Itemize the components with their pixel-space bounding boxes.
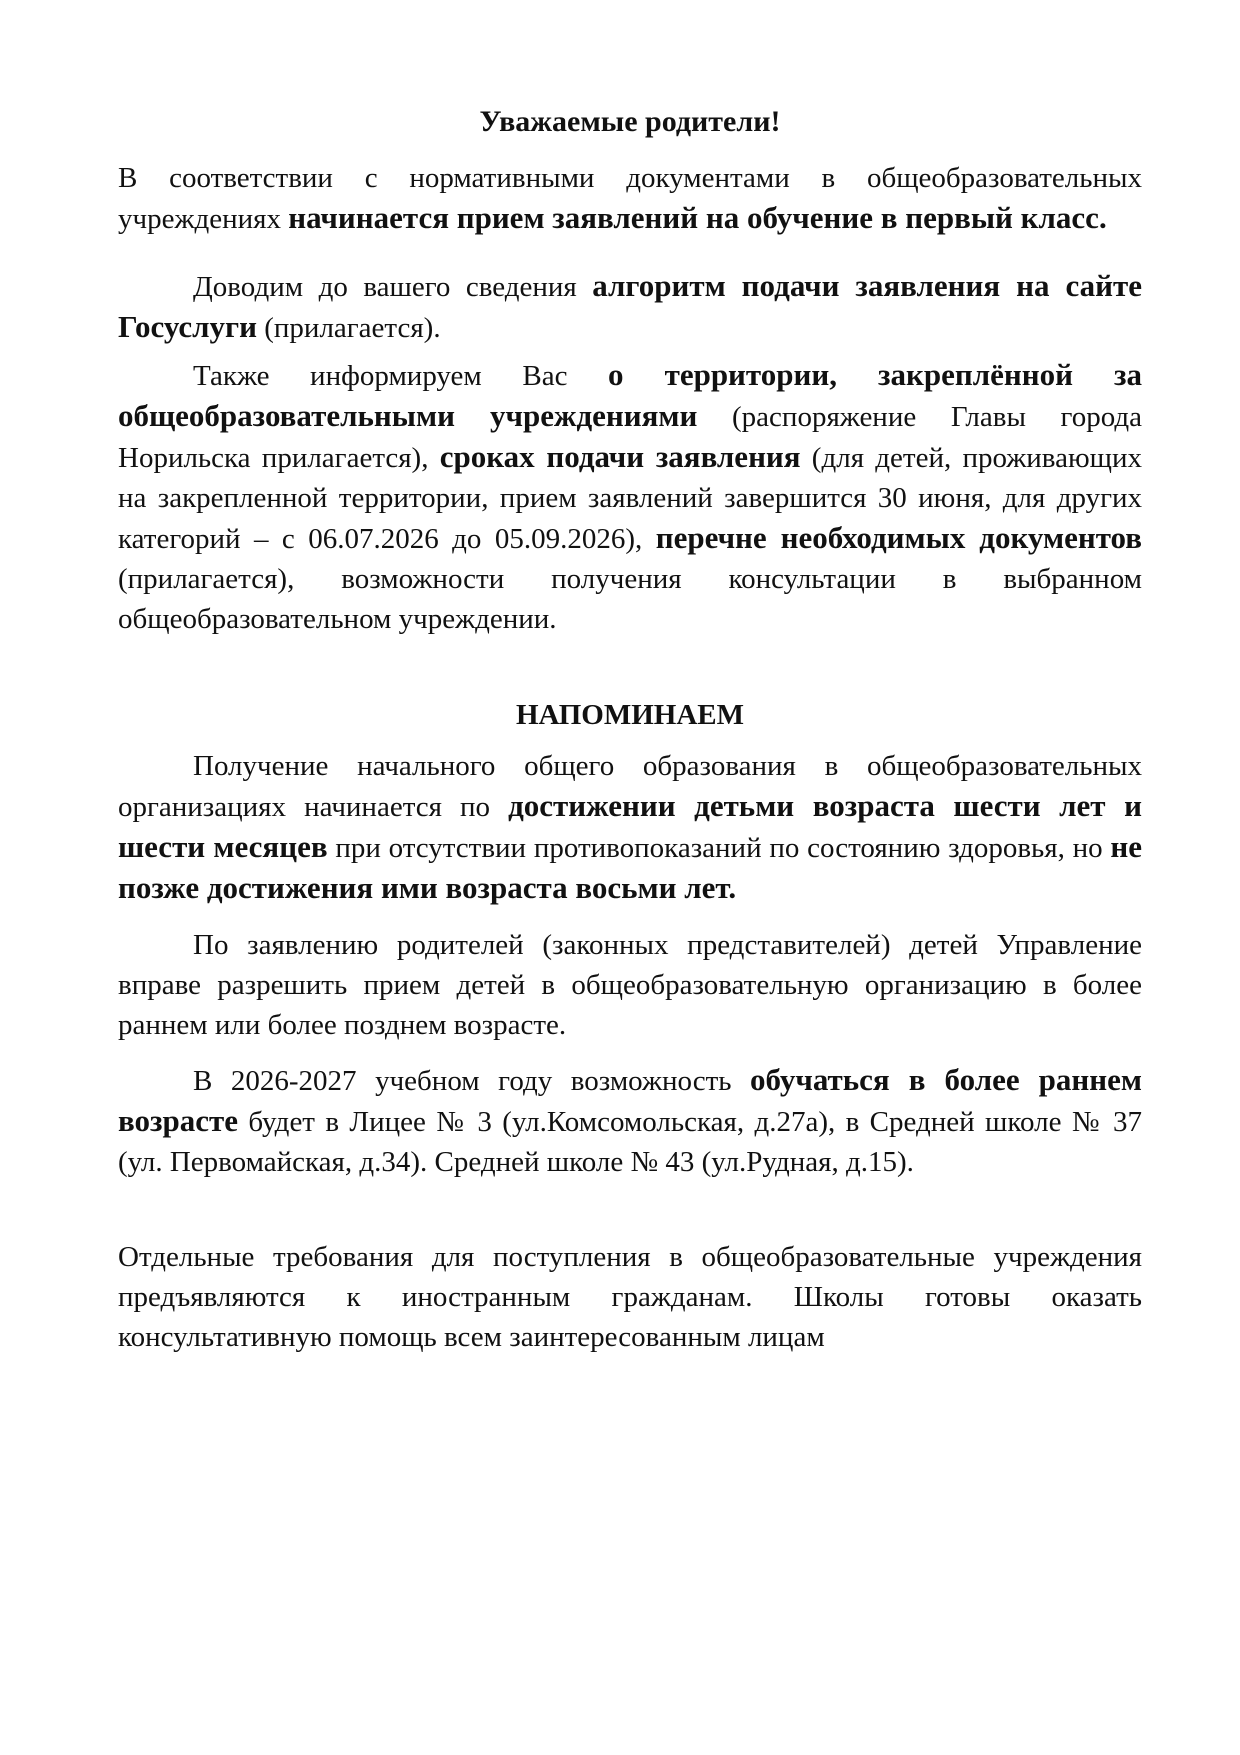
- paragraph-intro: [118, 158, 1142, 239]
- paragraph-bold-text: сроках подачи заявления: [439, 439, 801, 474]
- paragraph-text: Доводим до вашего сведения: [193, 271, 593, 303]
- paragraph-territory: [118, 355, 1142, 639]
- document-title: Уважаемые родители!: [479, 105, 781, 138]
- paragraph-bold-text: о территории, закреплённой за общеобразовательными учреждениями: [118, 357, 1142, 433]
- paragraph-text: В 2026-2027 учебном году возможность: [193, 1065, 751, 1097]
- paragraph-bold-text: перечне необходимых документов: [655, 520, 1143, 555]
- paragraph-bold-text: начинается прием заявлений на обучение в первый класс.: [288, 200, 1107, 235]
- paragraph-parent-request: По заявлению родителей (законных представителей) детей Управление вправе разрешить прием детей в общеобразовательную организацию в более раннем или более позднем возрасте.: [118, 929, 1142, 1041]
- paragraph-schools: [118, 1060, 1142, 1182]
- paragraph-bold-text: не позже достижения ими возраста восьми лет.: [118, 829, 1142, 905]
- paragraph-bold-text: алгоритм подачи заявления на сайте Госуслуги: [118, 268, 1142, 344]
- paragraph-text: (для детей, проживающих на закрепленной территории, прием заявлений завершится 30 июня, для других категорий – с 06.07.2026 до 05.09.2026),: [118, 442, 1143, 555]
- paragraph-text: Получение начального общего образования в общеобразовательных организациях начинается по: [118, 750, 1142, 823]
- paragraph-text: (распоряжение Главы города Норильска прилагается),: [118, 401, 1143, 474]
- paragraph-text: (прилагается).: [257, 312, 441, 344]
- paragraph-text: Также информируем Вас: [193, 360, 609, 392]
- paragraph-algorithm: [118, 266, 1142, 348]
- paragraph-foreign-citizens: Отдельные требования для поступления в общеобразовательные учреждения предъявляются к иностранным гражданам. Школы готовы оказать консультативную помощь всем заинтересованным лицам: [118, 1241, 1142, 1353]
- section-heading: НАПОМИНАЕМ: [515, 699, 745, 731]
- paragraph-text: будет в Лицее № 3 (ул.Комсомольская, д.27а), в Средней школе № 37 (ул. Первомайская, д.34). Средней школе № 43 (ул.Рудная, д.15).: [118, 1106, 1142, 1178]
- paragraph-text: (прилагается), возможности получения консультации в выбранном общеобразовательном учреждении.: [118, 563, 1142, 635]
- paragraph-text: при отсутствии противопоказаний по состоянию здоровья, но: [327, 832, 1111, 864]
- paragraph-age-requirement: [118, 746, 1142, 909]
- paragraph-bold-text: обучаться в более раннем возрасте: [118, 1062, 1142, 1138]
- paragraph-bold-text: достижении детьми возраста шести лет и шести месяцев: [118, 788, 1142, 864]
- paragraph-text: В соответствии с нормативными документами в общеобразовательных учреждениях: [118, 162, 1142, 235]
